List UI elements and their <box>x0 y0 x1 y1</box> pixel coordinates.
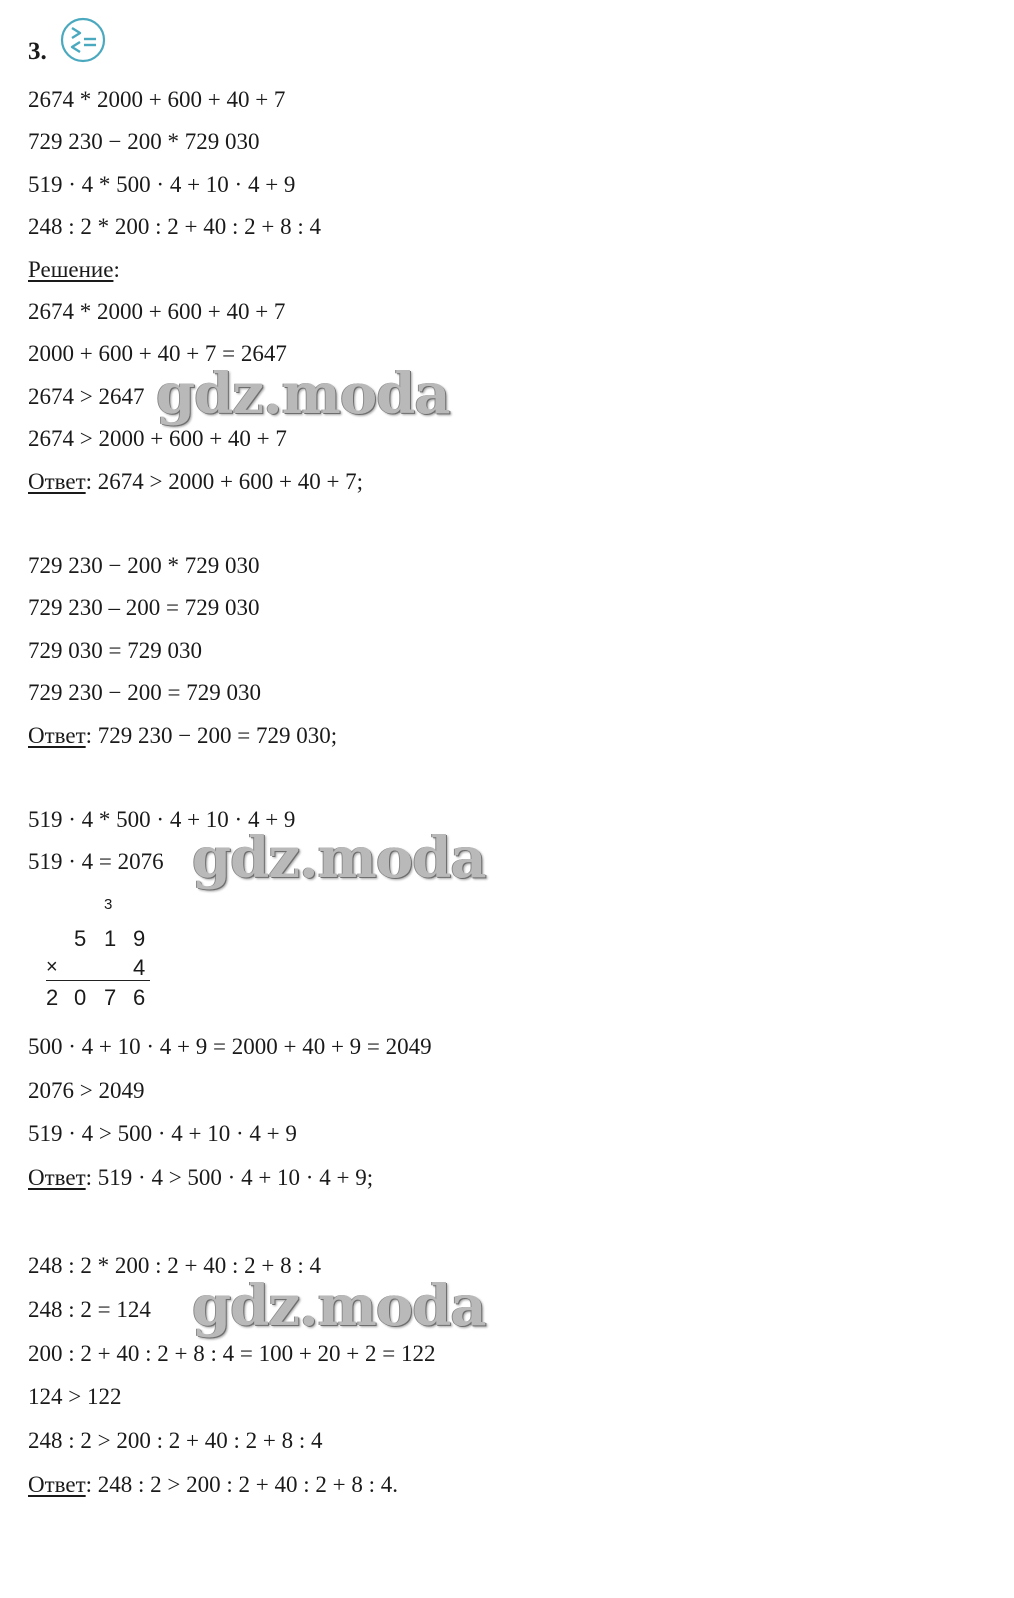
multiply-sign: × <box>46 956 58 978</box>
column-multiplication <box>40 892 160 1022</box>
solution-line: 2674 > 2000 + 600 + 40 + 7 <box>28 426 287 451</box>
digit: 2 <box>46 985 59 1010</box>
answer-line: Ответ: 519 · 4 > 500 · 4 + 10 · 4 + 9; <box>28 1165 374 1190</box>
digit: 9 <box>133 926 146 951</box>
solution-line: 519 · 4 = 2076 <box>28 849 164 874</box>
digit: 0 <box>74 985 87 1010</box>
solution-line: 248 : 2 > 200 : 2 + 40 : 2 + 8 : 4 <box>28 1428 323 1453</box>
watermark: gdz.moda <box>192 825 486 891</box>
answer-line: Ответ: 248 : 2 > 200 : 2 + 40 : 2 + 8 : 4. <box>28 1472 399 1497</box>
digit: 6 <box>133 985 146 1010</box>
solution-line: 2000 + 600 + 40 + 7 = 2647 <box>28 341 287 366</box>
digit: 5 <box>74 926 87 951</box>
solution-line: 2674 > 2647 <box>28 384 145 409</box>
solution-line: 200 : 2 + 40 : 2 + 8 : 4 = 100 + 20 + 2 = 122 <box>28 1341 436 1366</box>
digit: 7 <box>104 985 117 1010</box>
digit: 4 <box>133 955 146 980</box>
answer-line: Ответ: 2674 > 2000 + 600 + 40 + 7; <box>28 469 364 494</box>
carry-digit: 3 <box>104 896 113 913</box>
solution-line: 729 230 − 200 = 729 030 <box>28 680 261 705</box>
solution-line: 519 · 4 * 500 · 4 + 10 · 4 + 9 <box>28 807 296 832</box>
task-number: 3. <box>28 38 47 65</box>
watermark: gdz.moda <box>192 1273 486 1339</box>
answer-line: Ответ: 729 230 − 200 = 729 030; <box>28 723 338 748</box>
compare-signs-icon <box>60 17 106 63</box>
statement-line: 519 · 4 * 500 · 4 + 10 · 4 + 9 <box>28 172 296 197</box>
solution-heading: Решение: <box>28 257 120 282</box>
solution-line: 2076 > 2049 <box>28 1078 145 1103</box>
solution-line: 248 : 2 = 124 <box>28 1297 151 1322</box>
solution-line: 2674 * 2000 + 600 + 40 + 7 <box>28 299 286 324</box>
solution-line: 519 · 4 > 500 · 4 + 10 · 4 + 9 <box>28 1121 297 1146</box>
solution-line: 500 · 4 + 10 · 4 + 9 = 2000 + 40 + 9 = 2049 <box>28 1034 432 1059</box>
watermark: gdz.moda <box>156 361 450 427</box>
solution-line: 124 > 122 <box>28 1384 122 1409</box>
statement-line: 248 : 2 * 200 : 2 + 40 : 2 + 8 : 4 <box>28 214 322 239</box>
statement-line: 2674 * 2000 + 600 + 40 + 7 <box>28 87 286 112</box>
solution-line: 729 230 – 200 = 729 030 <box>28 595 260 620</box>
digit: 1 <box>104 926 117 951</box>
column-rule <box>46 980 150 981</box>
statement-line: 729 230 − 200 * 729 030 <box>28 129 260 154</box>
solution-line: 729 030 = 729 030 <box>28 638 202 663</box>
solution-line: 729 230 − 200 * 729 030 <box>28 553 260 578</box>
solution-line: 248 : 2 * 200 : 2 + 40 : 2 + 8 : 4 <box>28 1253 322 1278</box>
